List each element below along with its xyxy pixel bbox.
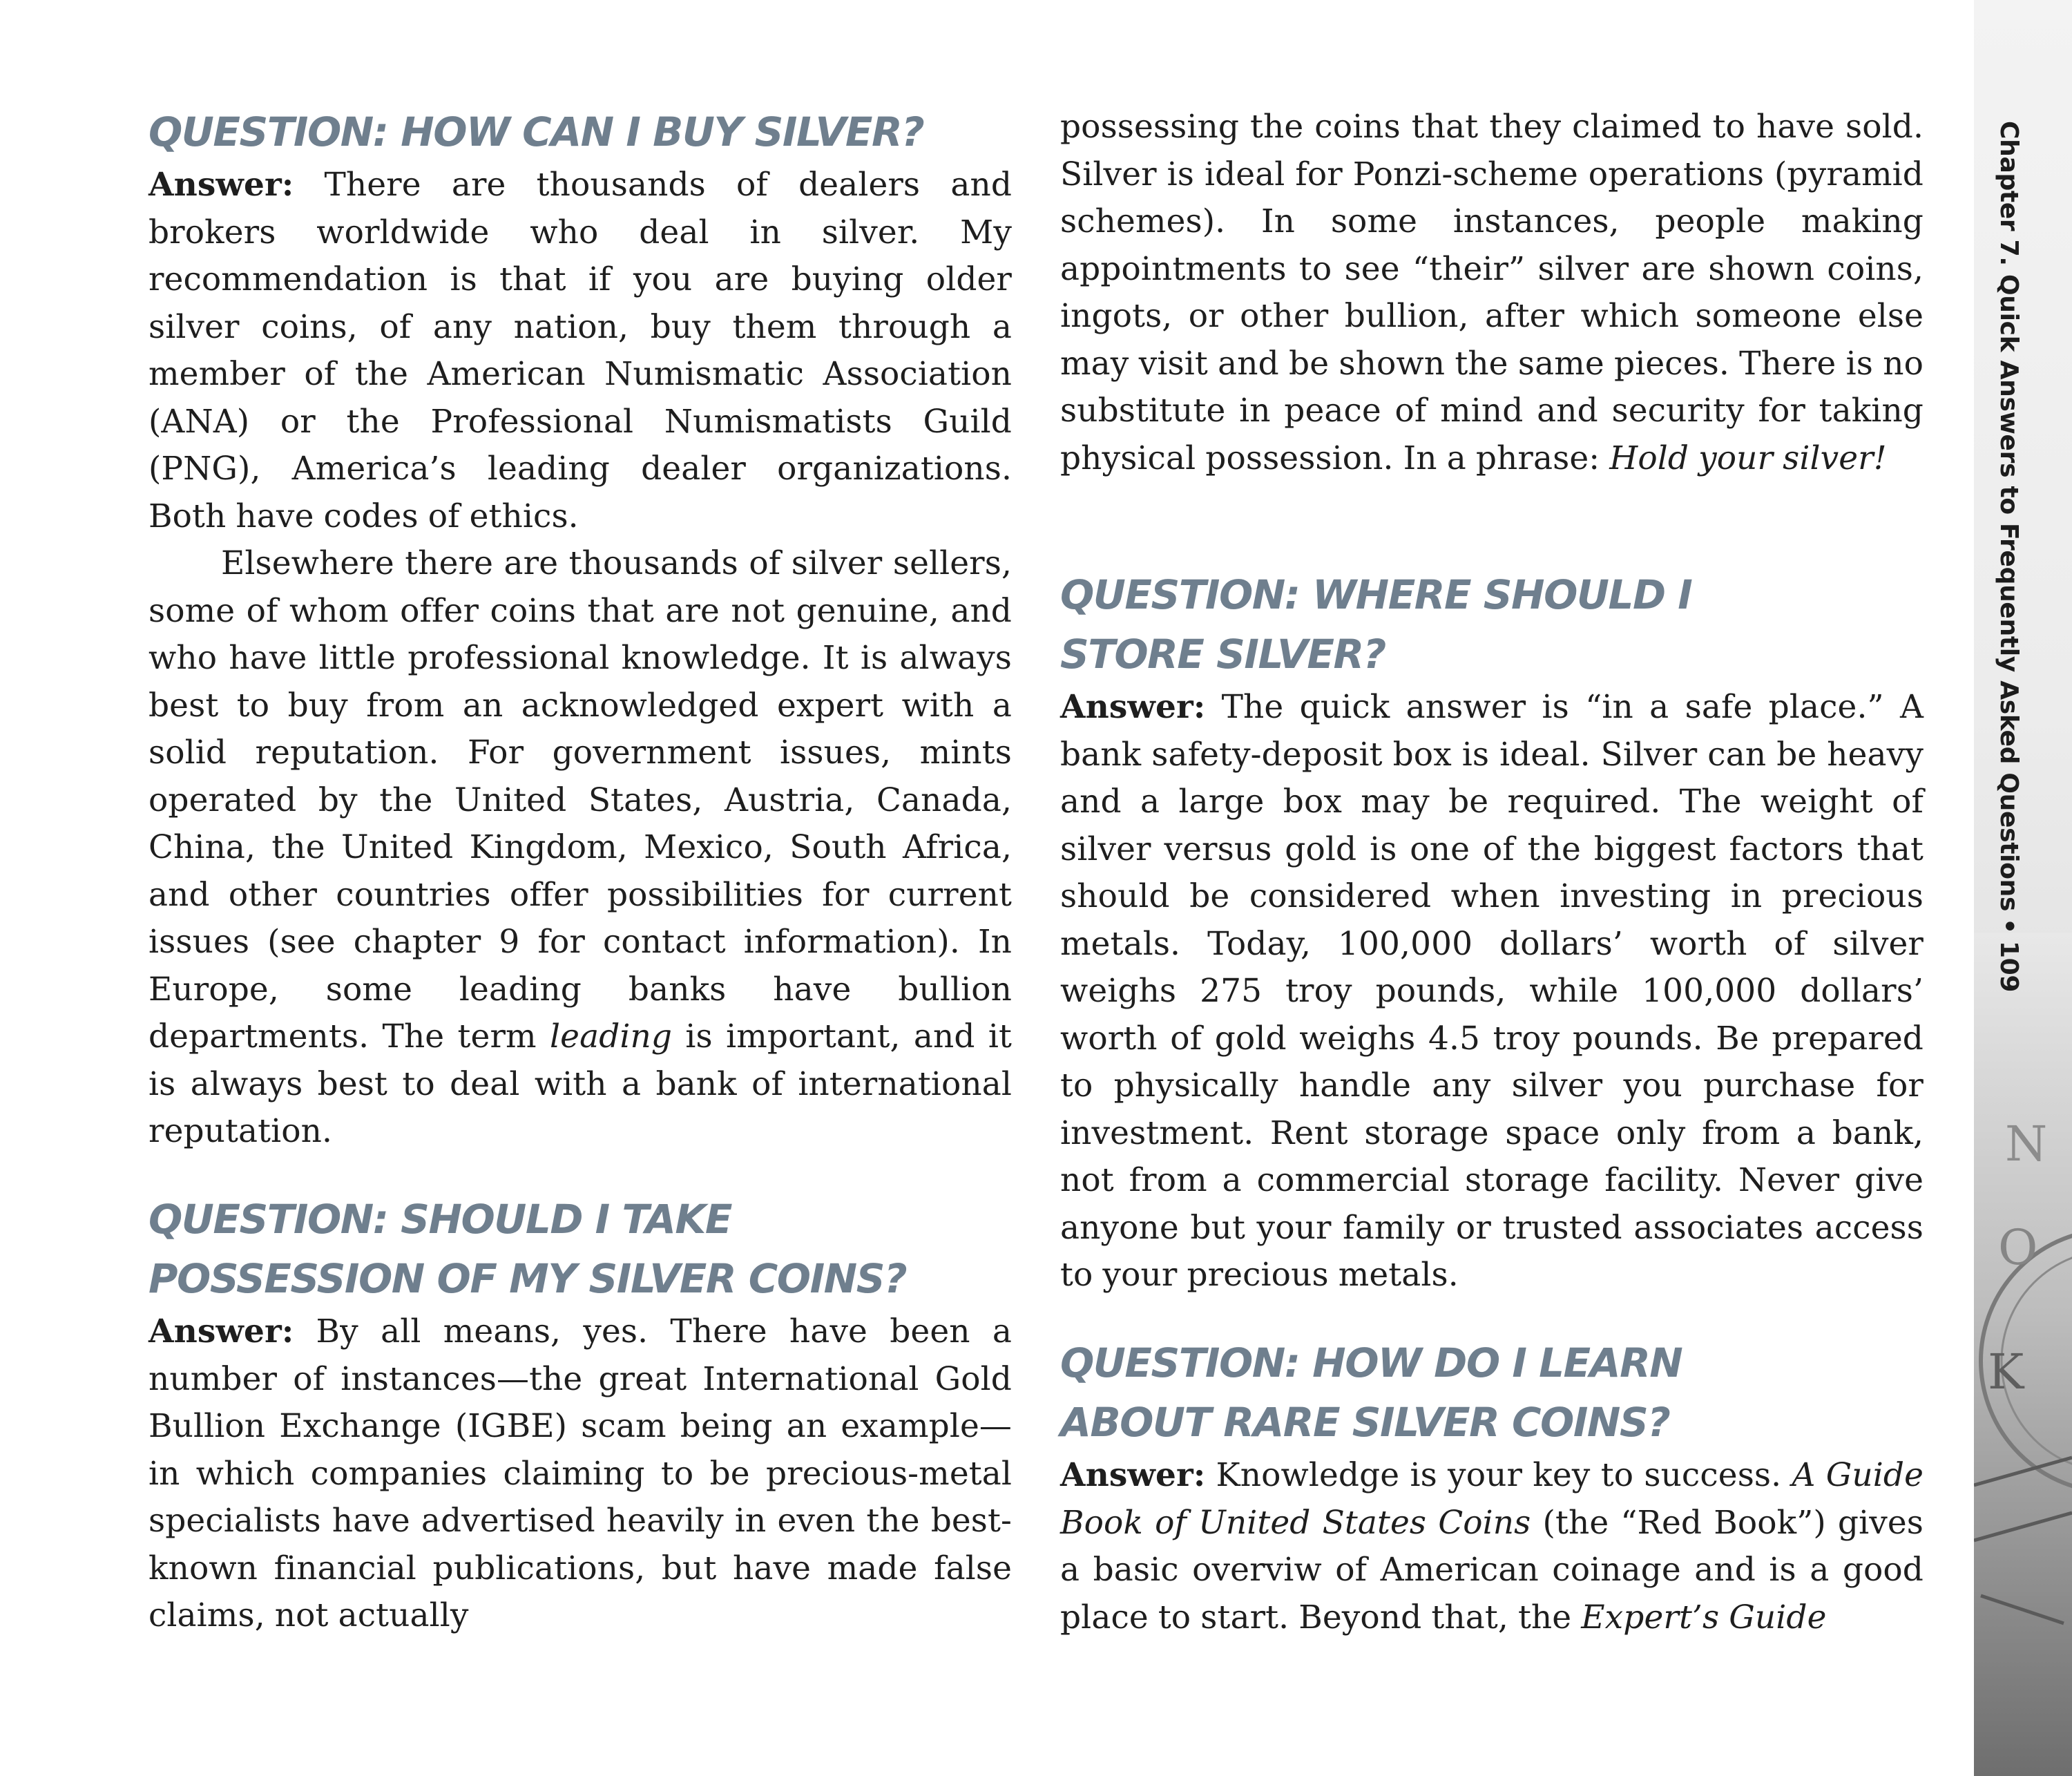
svg-text:K: K <box>1988 1344 2024 1400</box>
answer-label: Answer: <box>1060 1456 1206 1494</box>
separator-dot: • <box>1995 918 2023 934</box>
heading-line: STORE SILVER? <box>1060 631 1385 678</box>
question-take-possession <box>148 1190 1012 1640</box>
question-buy-silver <box>148 102 1012 1156</box>
answer-label: Answer: <box>1060 688 1206 726</box>
page-number: 109 <box>1995 940 2023 993</box>
answer-text: There are thousands of dealers and brokers worldwide who deal in silver. My recommendation is that if you are buying older silver coins, of any nation, buy them through a member of the American Numismatic Association (ANA) or the Professional Numismatists Guild (PNG), America’s leading dealer organizations. Both have codes of ethics. <box>148 166 1012 535</box>
heading-line: ABOUT RARE SILVER COINS? <box>1060 1399 1670 1446</box>
body-paragraph <box>148 540 1012 1156</box>
answer-text: By all means, yes. There have been a number of instances—the great International Gold Bullion Exchange (IGBE) scam being an example—in which companies claiming to be precious-metal specialists have advertised heavily in even the best-known financial publications, but have made false claims, not actually <box>148 1312 1012 1634</box>
question-heading <box>1060 565 1924 684</box>
svg-text:N: N <box>2005 1116 2048 1172</box>
body-paragraph <box>1060 104 1924 482</box>
svg-text:O: O <box>1998 1219 2038 1276</box>
answer-paragraph <box>148 162 1012 540</box>
body-text: possessing the coins that they claimed to have sold. Silver is ideal for Ponzi-scheme operations (pyramid schemes). In some instances, people making appointments to see “their” silver are shown coins, ingots, or other bullion, after which someone else may visit and be shown the same pieces. There is no substitute in peace of mind and security for taking physical possession. In a phrase: <box>1060 108 1924 477</box>
body-text: Elsewhere there are thousands of silver sellers, some of whom offer coins that are not genuine, and who have little professional knowledge. It is always best to buy from an acknowledged expert with a solid reputation. For government issues, mints operated by the United States, Austria, Canada, China, the United Kingdom, Mexico, South Africa, and other countries offer possibilities for current issues (see chapter 9 for contact information). In Europe, some leading banks have bullion departments. The term <box>148 544 1012 1056</box>
question-heading <box>148 1190 1012 1308</box>
heading-line: QUESTION: HOW DO I LEARN <box>1060 1339 1682 1386</box>
emphasis-text: leading <box>550 1018 673 1056</box>
question-store-silver <box>1060 565 1924 1299</box>
answer-text: The quick answer is “in a safe place.” A bank safety-deposit box is ideal. Silver can be heavy and a large box may be required. The weight of silver versus gold is one of the biggest factors that should be considered when investing in precious metals. Today, 100,000 dollars’ worth of silver weighs 275 troy pounds, while 100,000 dollars’ worth of gold weighs 4.5 troy pounds. Be prepared to physically handle any silver you purchase for investment. Rent storage space only from a bank, not from a commercial storage facility. Never give anyone but your family or trusted associates access to your precious metals. <box>1060 688 1924 1294</box>
answer-paragraph <box>1060 1452 1924 1641</box>
question-heading: QUESTION: HOW CAN I BUY SILVER? <box>148 108 924 155</box>
answer-paragraph <box>1060 684 1924 1299</box>
body-text: is important, and it is always best to deal with a bank of international reputation. <box>148 1018 1013 1150</box>
answer-label: Answer: <box>148 166 294 204</box>
continued-answer <box>1060 104 1924 482</box>
answer-text: Knowledge is your key to success. <box>1205 1456 1792 1494</box>
answer-label: Answer: <box>148 1312 294 1350</box>
heading-line: QUESTION: SHOULD I TAKE <box>148 1196 731 1243</box>
question-learn-rare-coins <box>1060 1333 1924 1641</box>
question-heading <box>1060 1333 1924 1452</box>
book-title-text: Expert’s Guide <box>1581 1598 1827 1636</box>
heading-line: QUESTION: WHERE SHOULD I <box>1060 571 1692 618</box>
answer-paragraph <box>148 1308 1012 1640</box>
running-head <box>1988 121 2029 1102</box>
answer-text: (the “Red Book”) gives a basic overviw of American coinage and is a good place to start. Beyond that, the <box>1060 1503 1924 1636</box>
heading-line: POSSESSION OF MY SILVER COINS? <box>148 1255 907 1302</box>
emphasis-text: Hold your silver! <box>1609 439 1887 477</box>
chapter-title: Chapter 7. Quick Answers to Frequently Asked Questions <box>1995 121 2023 912</box>
book-title-text: A Guide Book of United States Coins <box>1060 1456 1924 1542</box>
